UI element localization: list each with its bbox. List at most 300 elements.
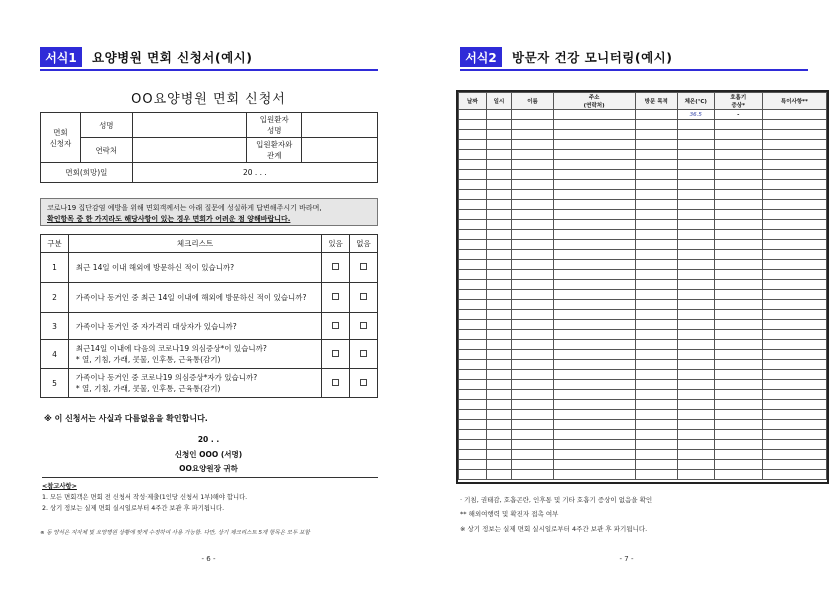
table-cell[interactable] <box>553 440 635 450</box>
table-cell[interactable] <box>512 140 553 150</box>
table-cell[interactable] <box>486 470 512 480</box>
table-cell[interactable] <box>762 120 826 130</box>
table-cell[interactable] <box>459 380 487 390</box>
table-cell[interactable] <box>635 250 677 260</box>
table-cell[interactable] <box>714 210 762 220</box>
table-cell[interactable] <box>714 450 762 460</box>
table-cell[interactable] <box>512 120 553 130</box>
table-cell[interactable] <box>677 200 714 210</box>
table-cell[interactable] <box>512 470 553 480</box>
table-cell[interactable] <box>714 290 762 300</box>
table-cell[interactable] <box>714 190 762 200</box>
table-cell[interactable] <box>512 460 553 470</box>
table-cell[interactable] <box>762 200 826 210</box>
table-cell[interactable] <box>553 120 635 130</box>
table-cell[interactable] <box>635 390 677 400</box>
table-cell[interactable] <box>553 420 635 430</box>
table-cell[interactable] <box>553 300 635 310</box>
table-cell[interactable] <box>553 290 635 300</box>
table-cell[interactable] <box>486 460 512 470</box>
table-cell[interactable] <box>635 340 677 350</box>
table-cell[interactable] <box>762 260 826 270</box>
table-cell[interactable] <box>512 370 553 380</box>
table-cell[interactable] <box>486 450 512 460</box>
table-cell[interactable] <box>512 310 553 320</box>
table-cell[interactable] <box>714 380 762 390</box>
table-cell[interactable] <box>512 250 553 260</box>
table-cell[interactable] <box>762 340 826 350</box>
table-cell[interactable] <box>486 270 512 280</box>
table-cell[interactable] <box>635 300 677 310</box>
table-cell[interactable] <box>635 310 677 320</box>
table-cell[interactable] <box>677 210 714 220</box>
table-cell[interactable] <box>714 440 762 450</box>
table-cell[interactable] <box>677 400 714 410</box>
table-cell[interactable] <box>486 250 512 260</box>
table-cell[interactable] <box>762 310 826 320</box>
table-cell[interactable] <box>762 240 826 250</box>
no-checkbox[interactable] <box>360 293 367 300</box>
table-cell[interactable] <box>635 260 677 270</box>
table-cell[interactable] <box>553 370 635 380</box>
table-cell[interactable] <box>486 170 512 180</box>
table-cell[interactable] <box>677 370 714 380</box>
table-cell[interactable] <box>512 180 553 190</box>
table-cell[interactable] <box>635 400 677 410</box>
table-cell[interactable] <box>553 340 635 350</box>
table-cell[interactable] <box>635 140 677 150</box>
table-cell[interactable] <box>512 450 553 460</box>
table-cell[interactable] <box>762 330 826 340</box>
table-cell[interactable] <box>635 170 677 180</box>
table-cell[interactable] <box>762 270 826 280</box>
table-cell[interactable] <box>762 160 826 170</box>
table-cell[interactable] <box>486 150 512 160</box>
table-cell[interactable] <box>486 280 512 290</box>
table-cell[interactable] <box>512 210 553 220</box>
table-cell[interactable] <box>677 420 714 430</box>
visit-date-field[interactable]: 20 . . . <box>132 163 377 183</box>
table-cell[interactable] <box>553 180 635 190</box>
table-cell[interactable] <box>459 120 487 130</box>
table-cell[interactable] <box>677 440 714 450</box>
table-cell[interactable] <box>553 110 635 120</box>
table-cell[interactable] <box>486 370 512 380</box>
table-cell[interactable] <box>762 350 826 360</box>
table-cell[interactable] <box>762 250 826 260</box>
table-cell[interactable] <box>459 310 487 320</box>
table-cell[interactable] <box>762 170 826 180</box>
table-cell[interactable] <box>486 180 512 190</box>
table-cell[interactable] <box>459 460 487 470</box>
table-cell[interactable] <box>553 230 635 240</box>
table-cell[interactable] <box>459 470 487 480</box>
table-cell[interactable] <box>459 450 487 460</box>
table-cell[interactable] <box>459 130 487 140</box>
table-cell[interactable] <box>459 220 487 230</box>
table-cell[interactable] <box>635 160 677 170</box>
table-cell[interactable] <box>459 390 487 400</box>
table-cell[interactable] <box>677 240 714 250</box>
table-cell[interactable] <box>762 220 826 230</box>
table-cell[interactable] <box>635 270 677 280</box>
table-cell[interactable] <box>762 400 826 410</box>
table-cell[interactable] <box>677 340 714 350</box>
table-cell[interactable] <box>714 240 762 250</box>
table-cell[interactable] <box>553 360 635 370</box>
table-cell[interactable] <box>677 190 714 200</box>
table-cell[interactable] <box>635 180 677 190</box>
table-cell[interactable] <box>762 430 826 440</box>
table-cell[interactable] <box>459 400 487 410</box>
table-cell[interactable] <box>762 190 826 200</box>
table-cell[interactable] <box>714 300 762 310</box>
table-cell[interactable] <box>459 250 487 260</box>
yes-checkbox[interactable] <box>332 263 339 270</box>
table-cell[interactable] <box>714 140 762 150</box>
patient-name-field[interactable] <box>302 113 378 138</box>
table-cell[interactable] <box>459 420 487 430</box>
table-cell[interactable] <box>553 250 635 260</box>
table-cell[interactable] <box>553 310 635 320</box>
table-cell[interactable] <box>635 200 677 210</box>
table-cell[interactable] <box>512 230 553 240</box>
table-cell[interactable] <box>486 310 512 320</box>
table-cell[interactable] <box>459 140 487 150</box>
table-cell[interactable] <box>553 210 635 220</box>
table-cell[interactable] <box>512 390 553 400</box>
table-cell[interactable] <box>459 210 487 220</box>
table-cell[interactable] <box>714 200 762 210</box>
table-cell[interactable] <box>553 390 635 400</box>
table-cell[interactable] <box>635 150 677 160</box>
table-cell[interactable] <box>486 390 512 400</box>
yes-checkbox[interactable] <box>332 322 339 329</box>
table-cell[interactable] <box>714 470 762 480</box>
table-cell[interactable] <box>512 340 553 350</box>
table-cell[interactable] <box>635 130 677 140</box>
table-cell[interactable] <box>553 240 635 250</box>
table-cell[interactable] <box>762 420 826 430</box>
table-cell[interactable] <box>553 220 635 230</box>
table-cell[interactable] <box>459 340 487 350</box>
table-cell[interactable] <box>512 360 553 370</box>
table-cell[interactable] <box>512 190 553 200</box>
table-cell[interactable] <box>459 300 487 310</box>
table-cell[interactable] <box>553 460 635 470</box>
table-cell[interactable] <box>553 380 635 390</box>
table-cell[interactable] <box>677 120 714 130</box>
table-cell[interactable] <box>512 200 553 210</box>
table-cell[interactable] <box>714 330 762 340</box>
table-cell[interactable] <box>677 260 714 270</box>
table-cell[interactable] <box>459 320 487 330</box>
table-cell[interactable] <box>635 280 677 290</box>
no-checkbox[interactable] <box>360 379 367 386</box>
table-cell[interactable] <box>677 270 714 280</box>
yes-checkbox[interactable] <box>332 293 339 300</box>
table-cell[interactable] <box>553 280 635 290</box>
table-cell[interactable] <box>635 440 677 450</box>
table-cell[interactable] <box>486 430 512 440</box>
table-cell[interactable] <box>677 160 714 170</box>
table-cell[interactable] <box>762 110 826 120</box>
table-cell[interactable] <box>512 420 553 430</box>
table-cell[interactable] <box>512 440 553 450</box>
table-cell[interactable] <box>762 300 826 310</box>
table-cell[interactable] <box>553 200 635 210</box>
table-cell[interactable] <box>677 350 714 360</box>
table-cell[interactable] <box>635 370 677 380</box>
table-cell[interactable] <box>677 230 714 240</box>
table-cell[interactable] <box>459 160 487 170</box>
table-cell[interactable] <box>762 360 826 370</box>
table-cell[interactable] <box>635 240 677 250</box>
table-cell[interactable] <box>486 360 512 370</box>
table-cell[interactable] <box>714 400 762 410</box>
table-cell[interactable] <box>512 290 553 300</box>
table-cell[interactable] <box>762 180 826 190</box>
yes-checkbox[interactable] <box>332 350 339 357</box>
table-cell[interactable] <box>677 450 714 460</box>
table-cell[interactable] <box>512 280 553 290</box>
table-cell[interactable] <box>459 230 487 240</box>
table-cell[interactable] <box>553 410 635 420</box>
table-cell[interactable] <box>714 360 762 370</box>
table-cell[interactable] <box>459 290 487 300</box>
table-cell[interactable] <box>714 230 762 240</box>
table-cell[interactable] <box>512 170 553 180</box>
table-cell[interactable] <box>459 260 487 270</box>
table-cell[interactable] <box>677 140 714 150</box>
table-cell[interactable] <box>635 230 677 240</box>
table-cell[interactable] <box>635 360 677 370</box>
table-cell[interactable] <box>512 400 553 410</box>
table-cell[interactable] <box>459 110 487 120</box>
table-cell[interactable] <box>512 430 553 440</box>
table-cell[interactable] <box>553 470 635 480</box>
table-cell[interactable] <box>486 290 512 300</box>
table-cell[interactable] <box>512 320 553 330</box>
yes-checkbox[interactable] <box>332 379 339 386</box>
table-cell[interactable] <box>486 420 512 430</box>
table-cell[interactable] <box>762 460 826 470</box>
table-cell[interactable] <box>677 410 714 420</box>
table-cell[interactable] <box>677 330 714 340</box>
table-cell[interactable] <box>486 190 512 200</box>
table-cell[interactable] <box>677 280 714 290</box>
table-cell[interactable] <box>553 130 635 140</box>
table-cell[interactable] <box>635 330 677 340</box>
table-cell[interactable] <box>459 180 487 190</box>
table-cell[interactable] <box>635 210 677 220</box>
table-cell[interactable] <box>677 170 714 180</box>
table-cell[interactable] <box>762 150 826 160</box>
table-cell[interactable] <box>486 410 512 420</box>
table-cell[interactable] <box>762 410 826 420</box>
table-cell[interactable] <box>714 150 762 160</box>
table-cell[interactable] <box>762 470 826 480</box>
table-cell[interactable] <box>459 350 487 360</box>
table-cell[interactable] <box>553 350 635 360</box>
table-cell[interactable] <box>762 210 826 220</box>
table-cell[interactable] <box>486 400 512 410</box>
table-cell[interactable] <box>714 430 762 440</box>
table-cell[interactable] <box>762 450 826 460</box>
sample-symptom[interactable]: - <box>714 110 762 120</box>
table-cell[interactable] <box>459 370 487 380</box>
table-cell[interactable] <box>486 220 512 230</box>
table-cell[interactable] <box>677 220 714 230</box>
table-cell[interactable] <box>553 330 635 340</box>
table-cell[interactable] <box>635 380 677 390</box>
table-cell[interactable] <box>459 150 487 160</box>
table-cell[interactable] <box>486 110 512 120</box>
table-cell[interactable] <box>486 260 512 270</box>
table-cell[interactable] <box>762 390 826 400</box>
table-cell[interactable] <box>486 200 512 210</box>
table-cell[interactable] <box>512 380 553 390</box>
table-cell[interactable] <box>714 250 762 260</box>
table-cell[interactable] <box>553 270 635 280</box>
table-cell[interactable] <box>486 240 512 250</box>
table-cell[interactable] <box>486 440 512 450</box>
table-cell[interactable] <box>512 150 553 160</box>
no-checkbox[interactable] <box>360 322 367 329</box>
table-cell[interactable] <box>762 380 826 390</box>
table-cell[interactable] <box>677 290 714 300</box>
table-cell[interactable] <box>459 330 487 340</box>
table-cell[interactable] <box>512 110 553 120</box>
table-cell[interactable] <box>486 160 512 170</box>
table-cell[interactable] <box>714 180 762 190</box>
table-cell[interactable] <box>762 280 826 290</box>
table-cell[interactable] <box>677 180 714 190</box>
table-cell[interactable] <box>762 230 826 240</box>
table-cell[interactable] <box>677 430 714 440</box>
table-cell[interactable] <box>635 410 677 420</box>
table-cell[interactable] <box>553 320 635 330</box>
table-cell[interactable] <box>459 440 487 450</box>
table-cell[interactable] <box>714 370 762 380</box>
table-cell[interactable] <box>677 360 714 370</box>
table-cell[interactable] <box>635 120 677 130</box>
table-cell[interactable] <box>512 410 553 420</box>
table-cell[interactable] <box>635 350 677 360</box>
table-cell[interactable] <box>677 300 714 310</box>
table-cell[interactable] <box>714 320 762 330</box>
table-cell[interactable] <box>512 270 553 280</box>
table-cell[interactable] <box>714 130 762 140</box>
table-cell[interactable] <box>762 290 826 300</box>
table-cell[interactable] <box>714 120 762 130</box>
table-cell[interactable] <box>677 460 714 470</box>
table-cell[interactable] <box>677 150 714 160</box>
table-cell[interactable] <box>714 310 762 320</box>
table-cell[interactable] <box>486 210 512 220</box>
table-cell[interactable] <box>762 130 826 140</box>
table-cell[interactable] <box>762 140 826 150</box>
table-cell[interactable] <box>459 430 487 440</box>
table-cell[interactable] <box>635 110 677 120</box>
relation-field[interactable] <box>302 138 378 163</box>
sample-temperature[interactable]: 36.5 <box>677 110 714 120</box>
table-cell[interactable] <box>714 160 762 170</box>
table-cell[interactable] <box>677 320 714 330</box>
name-field[interactable] <box>132 113 247 138</box>
table-cell[interactable] <box>762 440 826 450</box>
table-cell[interactable] <box>714 410 762 420</box>
table-cell[interactable] <box>512 300 553 310</box>
table-cell[interactable] <box>762 320 826 330</box>
table-cell[interactable] <box>486 340 512 350</box>
table-cell[interactable] <box>486 130 512 140</box>
table-cell[interactable] <box>512 160 553 170</box>
table-cell[interactable] <box>714 170 762 180</box>
table-cell[interactable] <box>486 320 512 330</box>
table-cell[interactable] <box>635 290 677 300</box>
table-cell[interactable] <box>459 280 487 290</box>
table-cell[interactable] <box>635 450 677 460</box>
table-cell[interactable] <box>553 140 635 150</box>
table-cell[interactable] <box>677 470 714 480</box>
table-cell[interactable] <box>459 410 487 420</box>
contact-field[interactable] <box>132 138 247 163</box>
table-cell[interactable] <box>512 240 553 250</box>
no-checkbox[interactable] <box>360 350 367 357</box>
table-cell[interactable] <box>553 430 635 440</box>
table-cell[interactable] <box>512 350 553 360</box>
table-cell[interactable] <box>459 190 487 200</box>
table-cell[interactable] <box>677 390 714 400</box>
table-cell[interactable] <box>714 280 762 290</box>
table-cell[interactable] <box>486 120 512 130</box>
table-cell[interactable] <box>553 260 635 270</box>
table-cell[interactable] <box>714 390 762 400</box>
table-cell[interactable] <box>635 320 677 330</box>
table-cell[interactable] <box>714 270 762 280</box>
table-cell[interactable] <box>714 260 762 270</box>
table-cell[interactable] <box>486 230 512 240</box>
table-cell[interactable] <box>553 450 635 460</box>
table-cell[interactable] <box>714 460 762 470</box>
table-cell[interactable] <box>459 270 487 280</box>
table-cell[interactable] <box>553 190 635 200</box>
table-cell[interactable] <box>486 140 512 150</box>
table-cell[interactable] <box>635 190 677 200</box>
table-cell[interactable] <box>714 340 762 350</box>
table-cell[interactable] <box>553 160 635 170</box>
table-cell[interactable] <box>459 240 487 250</box>
table-cell[interactable] <box>635 460 677 470</box>
table-cell[interactable] <box>512 220 553 230</box>
table-cell[interactable] <box>677 130 714 140</box>
table-cell[interactable] <box>486 300 512 310</box>
table-cell[interactable] <box>486 350 512 360</box>
table-cell[interactable] <box>459 360 487 370</box>
table-cell[interactable] <box>635 220 677 230</box>
table-cell[interactable] <box>553 170 635 180</box>
table-cell[interactable] <box>459 200 487 210</box>
table-cell[interactable] <box>677 380 714 390</box>
table-cell[interactable] <box>553 150 635 160</box>
no-checkbox[interactable] <box>360 263 367 270</box>
table-cell[interactable] <box>486 380 512 390</box>
table-cell[interactable] <box>512 330 553 340</box>
table-cell[interactable] <box>553 400 635 410</box>
table-cell[interactable] <box>677 250 714 260</box>
table-cell[interactable] <box>459 170 487 180</box>
